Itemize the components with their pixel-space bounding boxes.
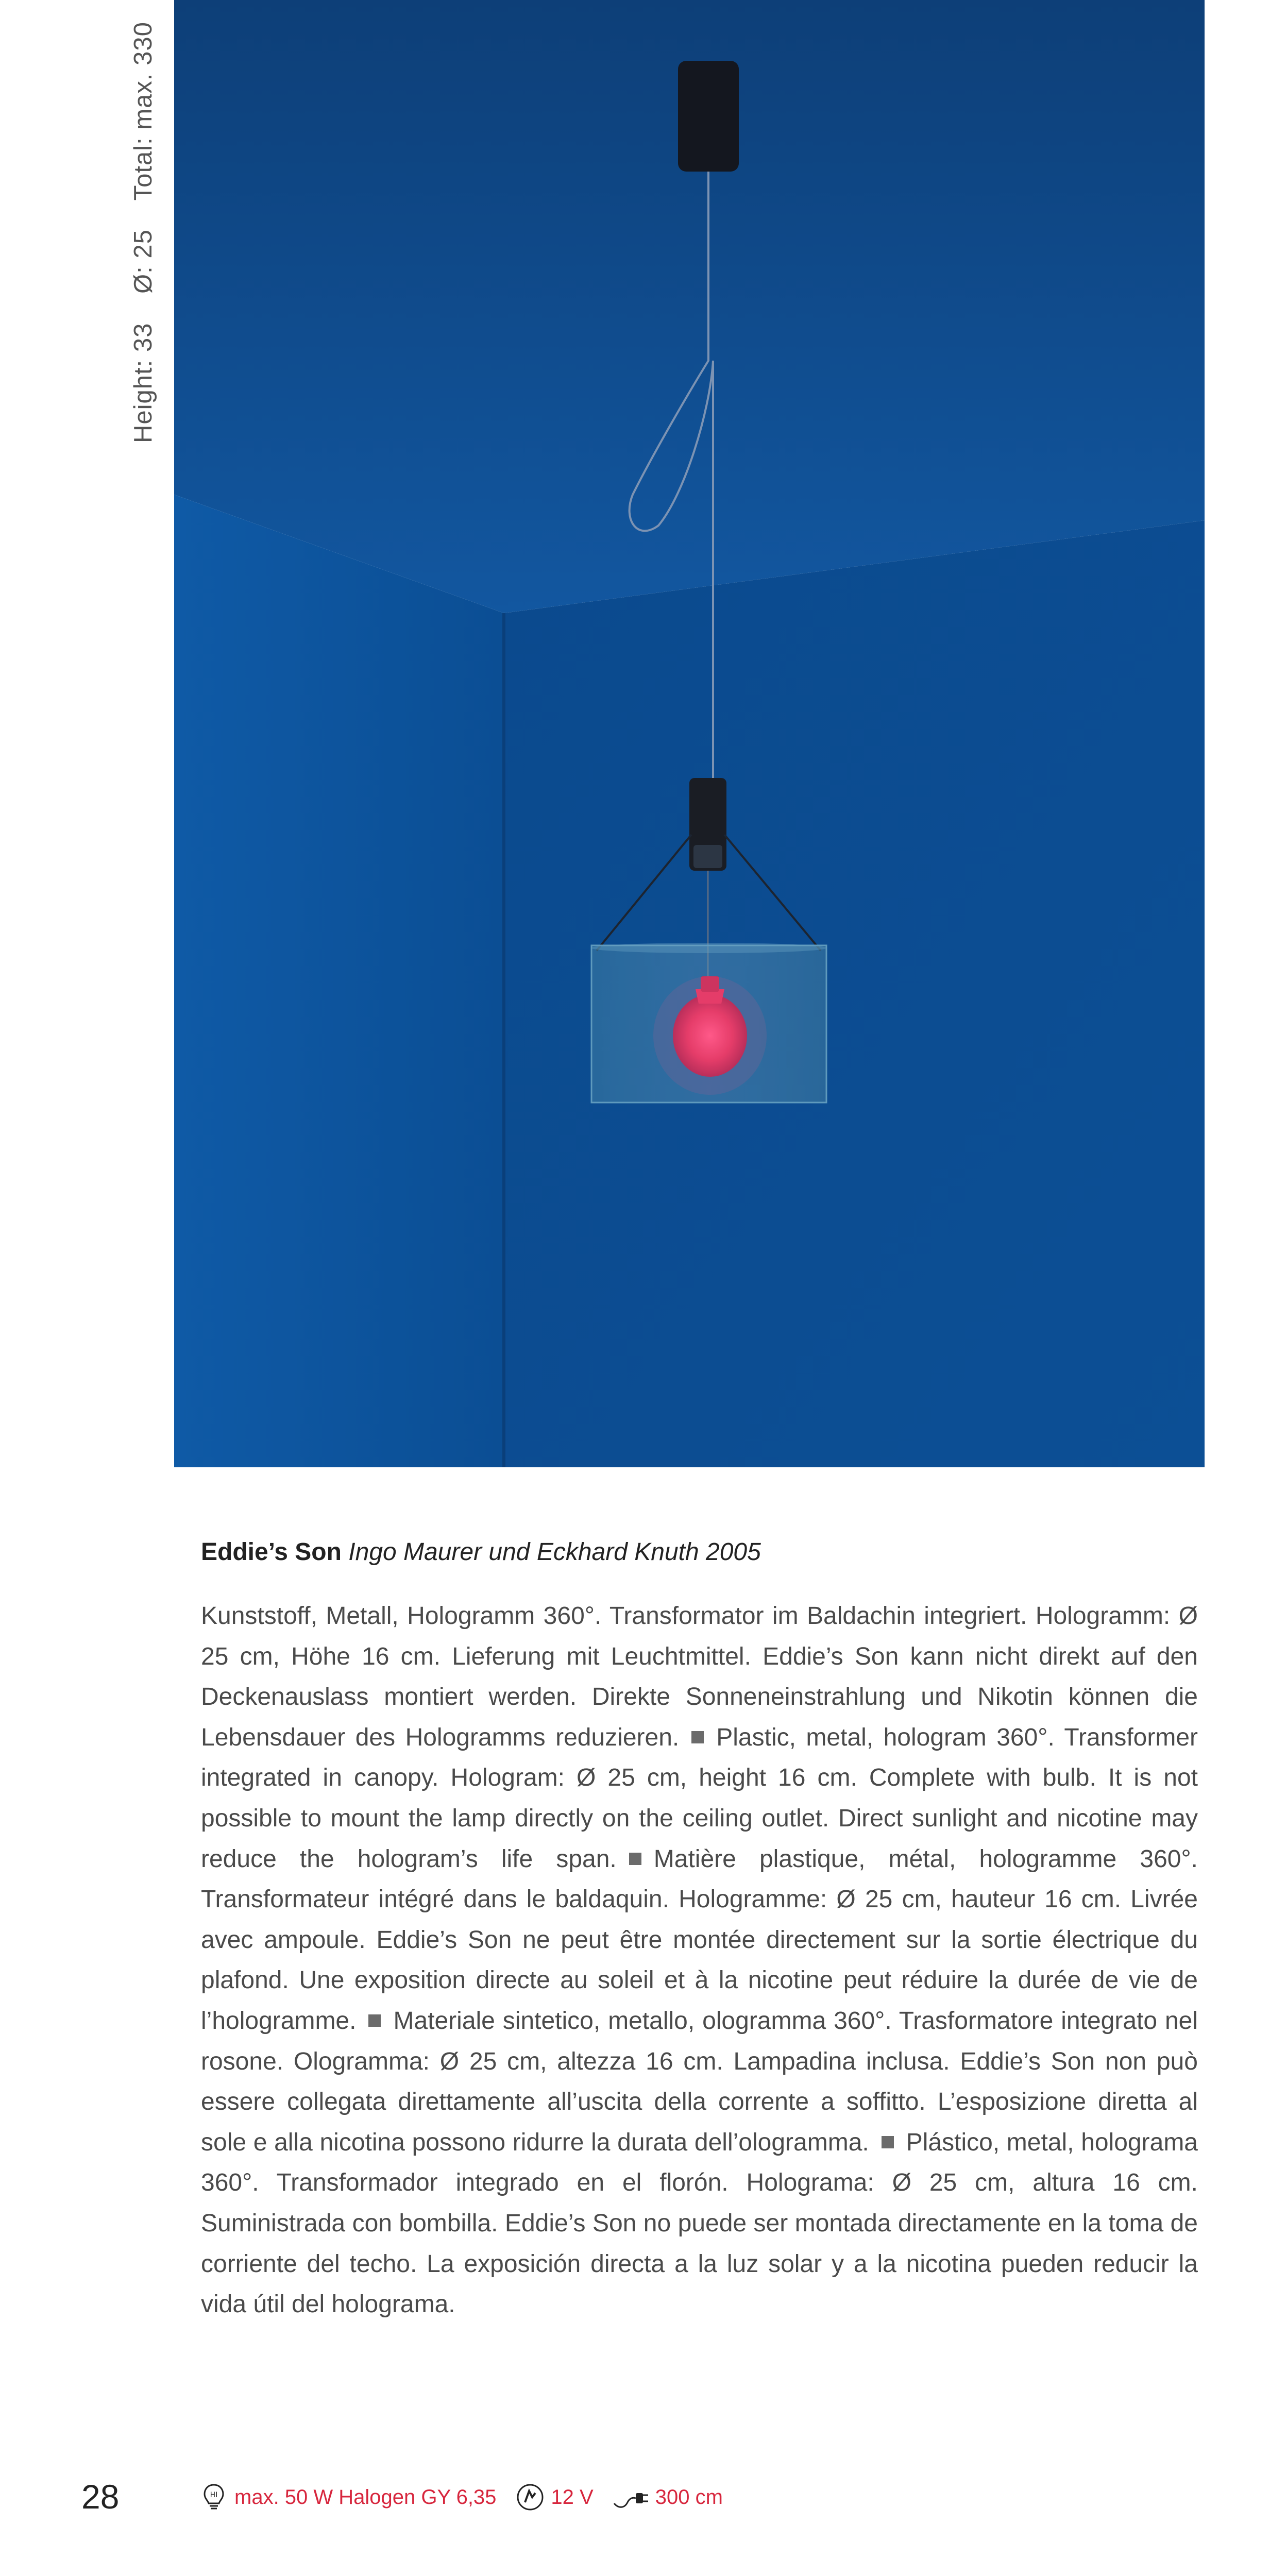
separator-square-icon bbox=[368, 2014, 381, 2027]
svg-text:HI: HI bbox=[210, 2491, 218, 2499]
product-designers: Ingo Maurer und Eckhard Knuth 2005 bbox=[348, 1538, 761, 1566]
cable-spec: 300 cm bbox=[655, 2485, 723, 2509]
description-en: Plastic, metal, hologram 360°. Transformer integrated in canopy. Hologram: Ø 25 cm, height 16 cm. Complete with bulb. It is not possible to mount the lamp directly on the ceiling outlet. Direct sunlight and nicotine may reduce the hologram’s life span. bbox=[201, 1723, 1198, 1873]
dimensions-label bbox=[129, 22, 160, 443]
diameter-dimension: Ø: 25 bbox=[129, 229, 157, 294]
description-de: Kunststoff, Metall, Hologramm 360°. Transformator im Baldachin integriert. Hologramm: Ø 25 cm, Höhe 16 cm. Lieferung mit Leuchtmittel. Eddie’s Son kann nicht direkt auf den Deckenauslass montiert werden. Direkte Sonneneinstrahlung und Nikotin können die Lebensdauer des Hologramms reduzieren. bbox=[201, 1602, 1198, 1751]
description-fr: Matière plastique, métal, hologramme 360°. Transformateur intégré dans le baldaquin. Hologramme: Ø 25 cm, hauteur 16 cm. Livrée avec ampoule. Eddie’s Son ne peut être montée directement sur la sortie électrique du plafond. Une exposition directe au soleil et à la nicotine peut réduire la durée de vie de l’hologramme. bbox=[201, 1845, 1198, 2035]
technical-specs bbox=[198, 2479, 723, 2515]
product-photo bbox=[174, 0, 1205, 1467]
product-name: Eddie’s Son bbox=[201, 1538, 342, 1566]
height-dimension: Height: 33 bbox=[129, 323, 157, 443]
page-number: 28 bbox=[81, 2478, 120, 2516]
bulb-icon bbox=[198, 2482, 229, 2513]
description-it: Materiale sintetico, metallo, ologramma 360°. Trasformatore integrato nel rosone. Ologramma: Ø 25 cm, altezza 16 cm. Lampadina inclusa. Eddie’s Son non può essere collegata direttamente all’uscita della corrente a soffitto. L’esposizione diretta al sole e alla nicotina possono ridurre la durata dell’ologramma. bbox=[201, 2007, 1198, 2156]
separator-square-icon bbox=[629, 1853, 641, 1865]
transformer-icon bbox=[515, 2482, 546, 2513]
separator-square-icon bbox=[691, 1731, 704, 1743]
cable-icon bbox=[612, 2482, 650, 2513]
total-dimension: Total: max. 330 bbox=[129, 22, 157, 201]
bulb-spec: max. 50 W Halogen GY 6,35 bbox=[234, 2485, 497, 2509]
product-title bbox=[201, 1538, 761, 1566]
description-es: Plástico, metal, holograma 360°. Transformador integrado en el florón. Holograma: Ø 25 cm, altura 16 cm. Suministrada con bombilla. Eddie’s Son no puede ser montada directamente en la toma de corriente del techo. La exposición directa a la luz solar y a la nicotina pueden reducir la vida útil del holograma. bbox=[201, 2128, 1198, 2318]
separator-square-icon bbox=[882, 2136, 894, 2148]
product-description bbox=[201, 1596, 1198, 2325]
voltage-spec: 12 V bbox=[551, 2485, 594, 2509]
